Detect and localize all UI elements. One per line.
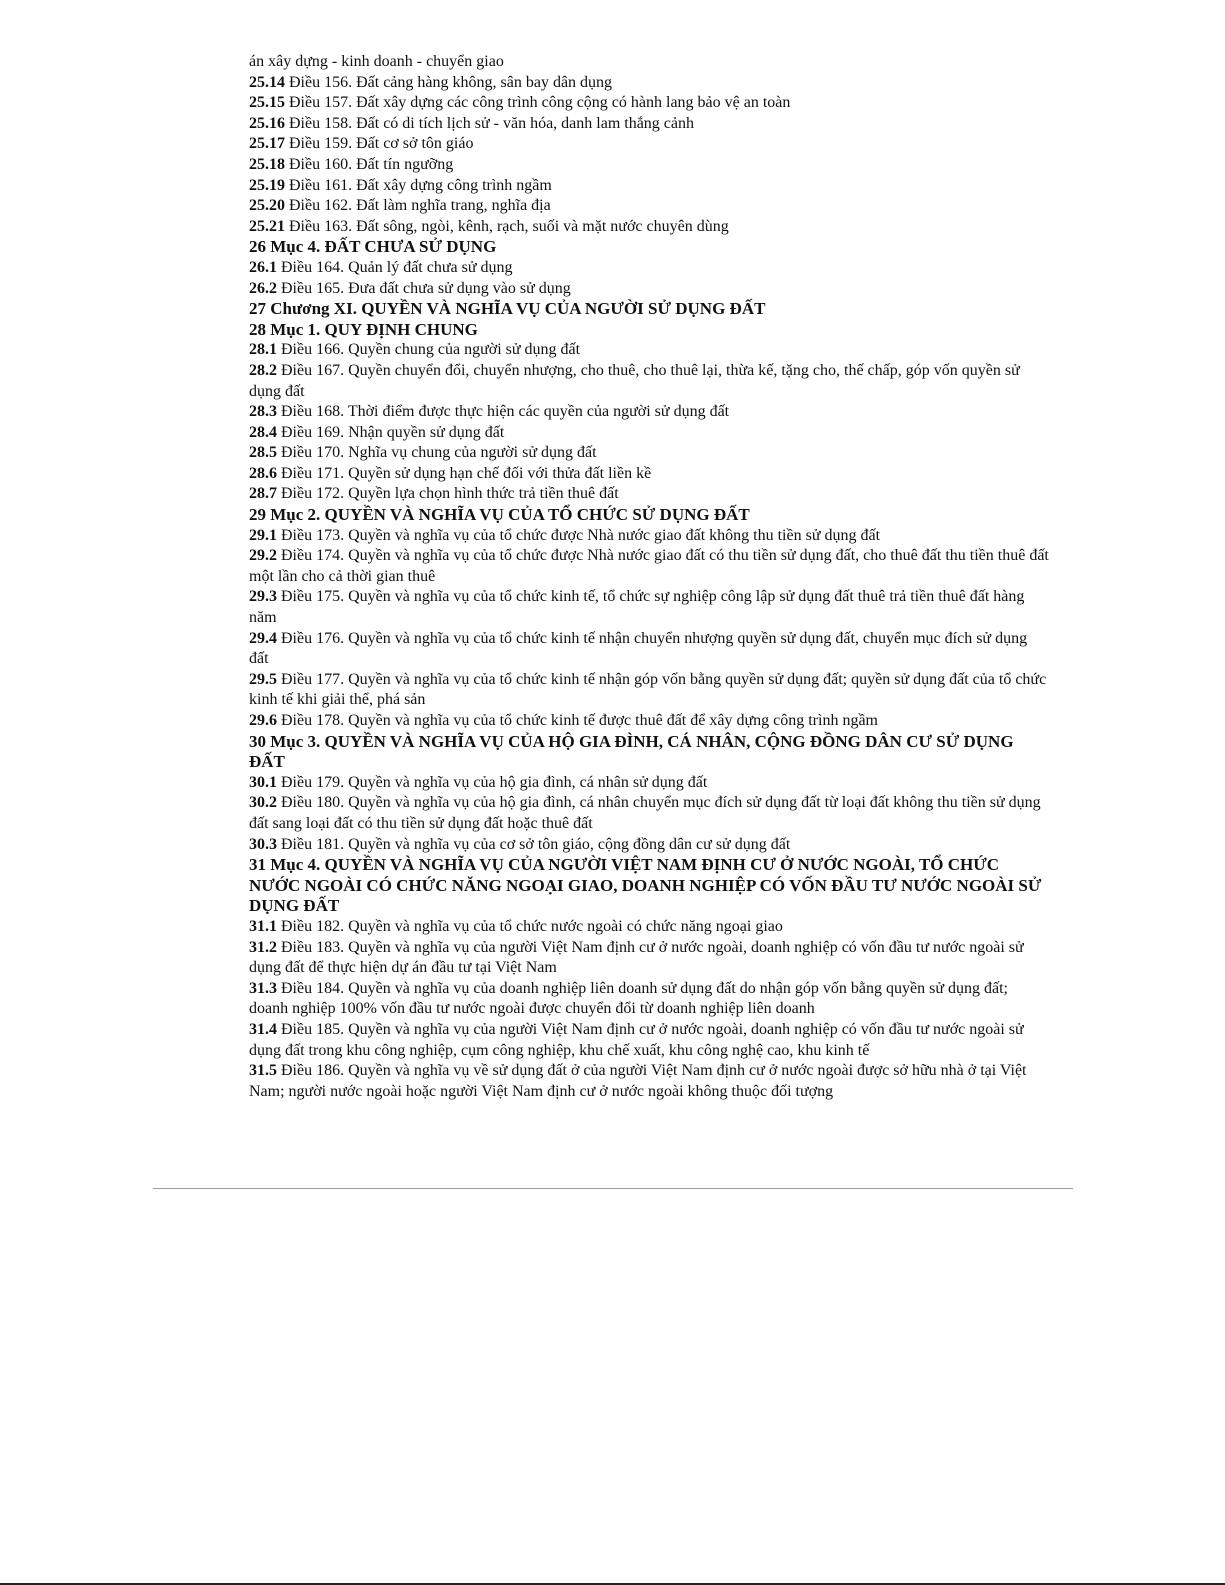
toc-entry-text: Điều 167. Quyền chuyển đổi, chuyển nhượng, cho thuê, cho thuê lại, thừa kế, tặng cho, thế chấp, góp vốn quyền sử dụng đất <box>249 361 1020 400</box>
toc-entry-text: Mục 3. QUYỀN VÀ NGHĨA VỤ CỦA HỘ GIA ĐÌNH, CÁ NHÂN, CỘNG ĐỒNG DÂN CƯ SỬ DỤNG ĐẤT <box>249 731 1014 772</box>
toc-entry-number: 30.2 <box>249 794 277 812</box>
toc-entry-number: 29.5 <box>249 670 277 688</box>
toc-article-entry <box>249 1061 1049 1102</box>
toc-entry-text: Điều 159. Đất cơ sở tôn giáo <box>289 135 474 153</box>
toc-entry-text: Điều 183. Quyền và nghĩa vụ của người Việt Nam định cư ở nước ngoài, doanh nghiệp có vốn đầu tư nước ngoài sử dụng đất để thực hiện dự án đầu tư tại Việt Nam <box>249 938 1024 977</box>
toc-entry-number: 25.19 <box>249 176 285 194</box>
toc-entry-text: Điều 180. Quyền và nghĩa vụ của hộ gia đình, cá nhân chuyển mục đích sử dụng đất từ loại đất không thu tiền sử dụng đất sang loại đất có thu tiền sử dụng đất hoặc thuê đất <box>249 794 1041 832</box>
toc-section-heading <box>249 237 1049 258</box>
toc-entry-text: Điều 165. Đưa đất chưa sử dụng vào sử dụng <box>281 279 571 297</box>
toc-article-entry <box>249 114 1049 135</box>
toc-entry-number: 29.4 <box>249 629 277 647</box>
toc-article-entry <box>249 917 1049 938</box>
toc-article-entry <box>249 258 1049 279</box>
toc-article-entry <box>249 979 1049 1020</box>
toc-section-heading <box>249 732 1049 773</box>
toc-entry-text: Điều 162. Đất làm nghĩa trang, nghĩa địa <box>289 197 551 215</box>
toc-entry-number: 28.2 <box>249 361 277 379</box>
toc-entry-text: Điều 160. Đất tín ngưỡng <box>289 155 454 173</box>
toc-entry-text: Điều 170. Nghĩa vụ chung của người sử dụng đất <box>281 444 597 462</box>
toc-entry-number: 28.6 <box>249 464 277 482</box>
toc-article-entry <box>249 155 1049 176</box>
toc-entry-number: 26.1 <box>249 258 277 276</box>
toc-article-entry <box>249 340 1049 361</box>
toc-entry-text: Điều 171. Quyền sử dụng hạn chế đối với thửa đất liền kề <box>281 464 652 482</box>
toc-entry-text: Điều 179. Quyền và nghĩa vụ của hộ gia đình, cá nhân sử dụng đất <box>281 773 708 791</box>
toc-entry-text: Mục 2. QUYỀN VÀ NGHĨA VỤ CỦA TỔ CHỨC SỬ DỤNG ĐẤT <box>270 505 750 525</box>
toc-article-entry <box>249 587 1049 628</box>
toc-entry-number: 30.3 <box>249 835 277 853</box>
toc-article-entry <box>249 423 1049 444</box>
toc-entry-number: 26.2 <box>249 279 277 297</box>
toc-entry-text: Điều 168. Thời điểm được thực hiện các quyền của người sử dụng đất <box>281 403 730 421</box>
page-divider <box>153 1188 1073 1189</box>
toc-article-entry <box>249 526 1049 547</box>
toc-article-entry <box>249 484 1049 505</box>
toc-entry-text: Điều 177. Quyền và nghĩa vụ của tổ chức kinh tế nhận góp vốn bằng quyền sử dụng đất; quyền sử dụng đất của tổ chức kinh tế khi giải thể, phá sản <box>249 670 1047 709</box>
toc-article-entry <box>249 134 1049 155</box>
toc-article-entry <box>249 279 1049 300</box>
toc-entry-text: Điều 181. Quyền và nghĩa vụ của cơ sở tôn giáo, cộng đồng dân cư sử dụng đất <box>281 835 791 853</box>
toc-entry-number: 29.6 <box>249 712 277 729</box>
toc-entry-number: 29.2 <box>249 547 277 565</box>
toc-article-entry <box>249 629 1049 670</box>
toc-entry-number: 29.1 <box>249 526 277 544</box>
toc-entry-number: 31 <box>249 855 266 875</box>
toc-article-entry <box>249 93 1049 114</box>
toc-article-entry <box>249 443 1049 464</box>
toc-entry-number: 31.4 <box>249 1020 277 1038</box>
toc-article-entry <box>249 464 1049 485</box>
toc-section-heading <box>249 855 1049 917</box>
toc-article-entry <box>249 1020 1049 1061</box>
toc-article-entry <box>249 711 1049 732</box>
toc-article-entry <box>249 361 1049 402</box>
toc-entry-text: Mục 4. ĐẤT CHƯA SỬ DỤNG <box>270 237 497 257</box>
toc-entry-text: Điều 169. Nhận quyền sử dụng đất <box>281 423 505 441</box>
toc-entry-number: 28.5 <box>249 444 277 462</box>
toc-entry-number: 30.1 <box>249 773 277 791</box>
toc-entry-number: 25.14 <box>249 73 285 91</box>
toc-entry-number: 28 <box>249 319 266 339</box>
toc-entry-number: 31.5 <box>249 1062 277 1080</box>
toc-entry-text: Điều 185. Quyền và nghĩa vụ của người Việt Nam định cư ở nước ngoài, doanh nghiệp có vốn đầu tư nước ngoài sử dụng đất trong khu công nghiệp, cụm công nghiệp, khu chế xuất, khu công nghệ cao, khu kinh tế <box>249 1020 1024 1059</box>
toc-entry-text: Điều 182. Quyền và nghĩa vụ của tổ chức nước ngoài có chức năng ngoại giao <box>281 917 783 935</box>
toc-article-entry <box>249 546 1049 587</box>
toc-section-heading <box>249 320 1049 341</box>
toc-entry-text: Điều 173. Quyền và nghĩa vụ của tổ chức được Nhà nước giao đất không thu tiền sử dụng đất <box>281 526 881 544</box>
toc-entry-number: 30 <box>249 731 266 751</box>
toc-entry-number: 28.1 <box>249 341 277 359</box>
toc-article-entry <box>249 196 1049 217</box>
toc-article-entry <box>249 52 1049 73</box>
toc-entry-number: 25.17 <box>249 135 285 153</box>
toc-article-entry <box>249 73 1049 94</box>
toc-entry-text: Điều 172. Quyền lựa chọn hình thức trả tiền thuê đất <box>281 485 619 503</box>
toc-entry-number: 28.7 <box>249 485 277 503</box>
toc-entry-text: Mục 1. QUY ĐỊNH CHUNG <box>270 319 478 339</box>
toc-article-entry <box>249 938 1049 979</box>
toc-article-entry <box>249 217 1049 238</box>
toc-article-entry <box>249 670 1049 711</box>
toc-entry-number: 25.21 <box>249 217 285 235</box>
toc-section-heading <box>249 299 1049 320</box>
toc-entry-text: Điều 176. Quyền và nghĩa vụ của tổ chức kinh tế nhận chuyển nhượng quyền sử dụng đất, chuyển mục đích sử dụng đất <box>249 629 1028 668</box>
toc-entry-text: Mục 4. QUYỀN VÀ NGHĨA VỤ CỦA NGƯỜI VIỆT NAM ĐỊNH CƯ Ở NƯỚC NGOÀI, TỔ CHỨC NƯỚC NGOÀI CÓ CHỨC NĂNG NGOẠI GIAO, DOANH NGHIỆP CÓ VỐN ĐẦU TƯ NƯỚC NGOÀI SỬ DỤNG ĐẤT <box>249 855 1042 916</box>
toc-entry-text: án xây dựng - kinh doanh - chuyển giao <box>249 53 504 70</box>
toc-entry-text: Điều 158. Đất có di tích lịch sử - văn hóa, danh lam thắng cảnh <box>289 114 695 132</box>
toc-entry-text: Điều 175. Quyền và nghĩa vụ của tổ chức kinh tế, tổ chức sự nghiệp công lập sử dụng đất thuê trả tiền thuê đất hàng năm <box>249 588 1025 627</box>
toc-entry-text: Điều 157. Đất xây dựng các công trình công cộng có hành lang bảo vệ an toàn <box>289 94 791 112</box>
toc-entry-text: Điều 178. Quyền và nghĩa vụ của tổ chức kinh tế được thuê đất để xây dựng công trình ngầm <box>281 712 878 729</box>
toc-entry-text: Điều 156. Đất cảng hàng không, sân bay dân dụng <box>289 73 613 91</box>
toc-article-entry <box>249 176 1049 197</box>
toc-entry-text: Điều 163. Đất sông, ngòi, kênh, rạch, suối và mặt nước chuyên dùng <box>289 217 729 235</box>
toc-entry-number: 31.1 <box>249 917 277 935</box>
toc-entry-number: 31.2 <box>249 938 277 956</box>
toc-entry-number: 31.3 <box>249 979 277 997</box>
toc-entry-text: Điều 186. Quyền và nghĩa vụ về sử dụng đất ở của người Việt Nam định cư ở nước ngoài được sở hữu nhà ở tại Việt Nam; người nước ngoài hoặc người Việt Nam định cư ở nước ngoài không thuộc đối tượng <box>249 1062 1027 1100</box>
toc-entry-number: 25.20 <box>249 197 285 215</box>
toc-entry-number: 29 <box>249 505 266 525</box>
toc-entry-number: 25.15 <box>249 94 285 112</box>
toc-entry-text: Điều 184. Quyền và nghĩa vụ của doanh nghiệp liên doanh sử dụng đất do nhận góp vốn bằng quyền sử dụng đất; doanh nghiệp 100% vốn đầu tư nước ngoài được chuyển đổi từ doanh nghiệp liên doanh <box>249 979 1008 1018</box>
toc-article-entry <box>249 835 1049 856</box>
toc-article-entry <box>249 793 1049 834</box>
toc-entry-number: 28.4 <box>249 423 277 441</box>
toc-entry-number: 26 <box>249 237 266 257</box>
toc-entry-text: Điều 161. Đất xây dựng công trình ngầm <box>289 176 552 194</box>
toc-entry-text: Điều 166. Quyền chung của người sử dụng đất <box>281 341 581 359</box>
toc-entry-text: Điều 164. Quản lý đất chưa sử dụng <box>281 258 513 276</box>
table-of-contents <box>249 52 1049 1102</box>
toc-entry-number: 27 <box>249 299 266 319</box>
toc-entry-text: Chương XI. QUYỀN VÀ NGHĨA VỤ CỦA NGƯỜI SỬ DỤNG ĐẤT <box>270 299 766 319</box>
toc-article-entry <box>249 402 1049 423</box>
toc-article-entry <box>249 773 1049 794</box>
toc-entry-number: 25.16 <box>249 114 285 132</box>
toc-entry-number: 25.18 <box>249 155 285 173</box>
toc-entry-text: Điều 174. Quyền và nghĩa vụ của tổ chức được Nhà nước giao đất có thu tiền sử dụng đất, cho thuê đất thu tiền thuê đất một lần cho cả thời gian thuê <box>249 547 1049 585</box>
toc-entry-number: 29.3 <box>249 588 277 606</box>
toc-section-heading <box>249 505 1049 526</box>
toc-entry-number: 28.3 <box>249 403 277 421</box>
